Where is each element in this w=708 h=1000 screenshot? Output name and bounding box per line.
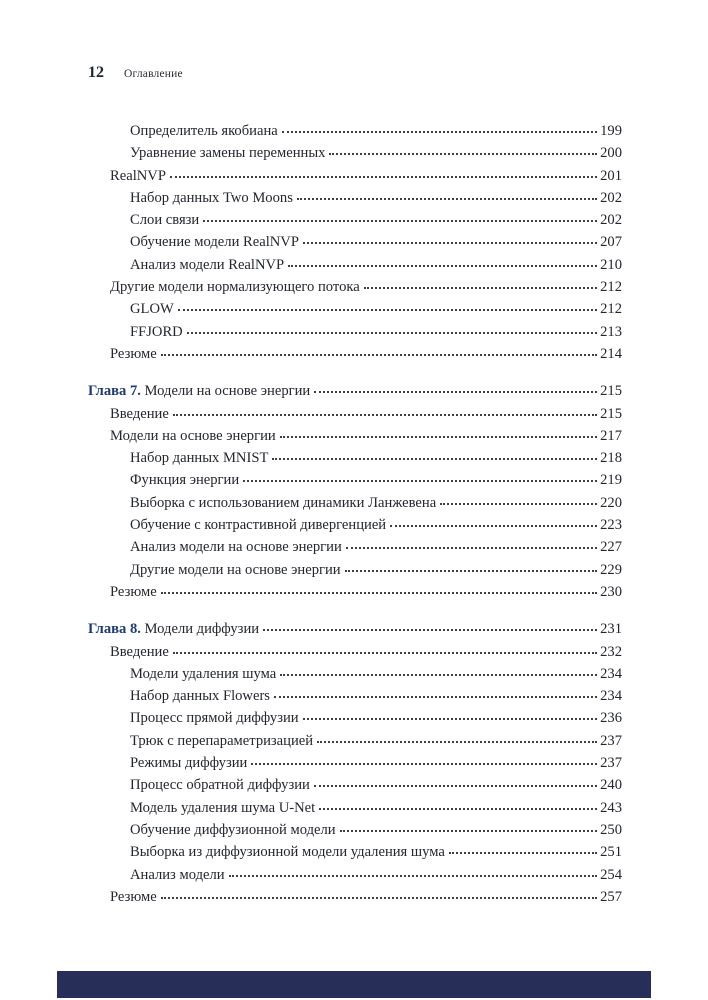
toc-entry-page-number: 254 bbox=[600, 866, 622, 883]
toc-entry bbox=[88, 321, 622, 343]
toc-entry-title: Другие модели на основе энергии bbox=[130, 561, 341, 578]
toc-entry bbox=[88, 641, 622, 663]
toc-entry-title: Обучение модели RealNVP bbox=[130, 234, 299, 251]
toc-entry-title: Введение bbox=[110, 405, 169, 422]
toc-entry bbox=[88, 447, 622, 469]
toc-entry-title: Уравнение замены переменных bbox=[130, 145, 326, 162]
toc-entry-title: Обучение диффузионной модели bbox=[130, 821, 336, 838]
toc-entry-page-number: 215 bbox=[600, 383, 622, 400]
toc-entry-page-number: 223 bbox=[600, 517, 622, 534]
toc-dot-leader bbox=[303, 242, 597, 244]
toc-entry bbox=[88, 165, 622, 187]
toc-dot-leader bbox=[203, 220, 597, 222]
toc-entry bbox=[88, 685, 622, 707]
toc-dot-leader bbox=[229, 875, 598, 877]
toc-entry-title: RealNVP bbox=[110, 167, 166, 184]
toc-entry bbox=[88, 514, 622, 536]
toc-entry-title: Функция энергии bbox=[130, 472, 240, 489]
toc-entry-page-number: 240 bbox=[600, 777, 622, 794]
toc-dot-leader bbox=[251, 763, 597, 765]
toc-entry bbox=[88, 276, 622, 298]
toc-entry-title: Резюме bbox=[110, 888, 157, 905]
toc-dot-leader bbox=[243, 480, 597, 482]
toc-entry-chapter-prefix: Глава 8. bbox=[88, 621, 145, 638]
toc-dot-leader bbox=[345, 570, 598, 572]
toc-dot-leader bbox=[346, 547, 597, 549]
toc-entry bbox=[88, 536, 622, 558]
toc-entry-page-number: 201 bbox=[600, 167, 622, 184]
toc-dot-leader bbox=[317, 741, 597, 743]
toc-dot-leader bbox=[449, 852, 597, 854]
toc-entry bbox=[88, 864, 622, 886]
toc-dot-leader bbox=[390, 525, 597, 527]
toc-entry-page-number: 237 bbox=[600, 732, 622, 749]
toc-entry bbox=[88, 142, 622, 164]
toc-entry-chapter-prefix: Глава 7. bbox=[88, 383, 145, 400]
toc-entry bbox=[88, 254, 622, 276]
toc-entry bbox=[88, 663, 622, 685]
toc-entry bbox=[88, 343, 622, 365]
toc-entry-page-number: 227 bbox=[600, 539, 622, 556]
toc-entry bbox=[88, 618, 622, 640]
toc-dot-leader bbox=[263, 629, 597, 631]
toc-entry-page-number: 212 bbox=[600, 301, 622, 318]
toc-entry-page-number: 210 bbox=[600, 256, 622, 273]
toc-entry-page-number: 234 bbox=[600, 665, 622, 682]
toc-entry bbox=[88, 819, 622, 841]
toc-dot-leader bbox=[161, 592, 597, 594]
toc-entry-title: Модели на основе энергии bbox=[110, 427, 276, 444]
toc-dot-leader bbox=[170, 176, 597, 178]
toc-entry-page-number: 207 bbox=[600, 234, 622, 251]
toc-dot-leader bbox=[319, 808, 597, 810]
toc-entry-title: Определитель якобиана bbox=[130, 123, 278, 139]
toc-entry bbox=[88, 707, 622, 729]
toc-entry bbox=[88, 752, 622, 774]
toc-entry bbox=[88, 425, 622, 447]
toc-entry-page-number: 229 bbox=[600, 561, 622, 578]
toc-entry bbox=[88, 380, 622, 402]
toc-entry-page-number: 231 bbox=[600, 621, 622, 638]
toc-entry-page-number: 236 bbox=[600, 710, 622, 727]
toc-dot-leader bbox=[329, 153, 597, 155]
toc-dot-leader bbox=[274, 696, 597, 698]
toc-dot-leader bbox=[178, 309, 597, 311]
toc-list bbox=[88, 120, 622, 908]
toc-entry-title: Модели удаления шума bbox=[130, 665, 277, 682]
toc-entry-title: Резюме bbox=[110, 345, 157, 362]
toc-entry-title: Режимы диффузии bbox=[130, 755, 248, 772]
toc-entry bbox=[88, 231, 622, 253]
toc-entry-title: Процесс прямой диффузии bbox=[130, 710, 299, 727]
toc-entry bbox=[88, 730, 622, 752]
toc-dot-leader bbox=[272, 458, 597, 460]
toc-entry bbox=[88, 187, 622, 209]
toc-entry bbox=[88, 298, 622, 320]
toc-entry-page-number: 199 bbox=[600, 123, 622, 139]
toc-entry-page-number: 212 bbox=[600, 279, 622, 296]
toc-entry-title: Слои связи bbox=[130, 212, 200, 229]
toc-entry bbox=[88, 559, 622, 581]
toc-entry-title: Выборка с использованием динамики Ланжевена bbox=[130, 494, 437, 511]
toc-dot-leader bbox=[303, 718, 598, 720]
toc-entry-title: Набор данных MNIST bbox=[130, 450, 269, 467]
toc-entry-page-number: 214 bbox=[600, 345, 622, 362]
toc-entry-title: Обучение с контрастивной дивергенцией bbox=[130, 517, 387, 534]
toc-entry-title: Модели на основе энергии bbox=[144, 383, 311, 400]
toc-dot-leader bbox=[173, 652, 597, 654]
toc-entry-page-number: 200 bbox=[600, 145, 622, 162]
toc-dot-leader bbox=[161, 354, 597, 356]
toc-entry bbox=[88, 403, 622, 425]
toc-entry bbox=[88, 774, 622, 796]
running-header-title: Оглавление bbox=[124, 68, 183, 80]
toc-entry-title: Резюме bbox=[110, 583, 157, 600]
toc-dot-leader bbox=[161, 897, 597, 899]
toc-entry-page-number: 219 bbox=[600, 472, 622, 489]
toc-entry-title: Трюк с перепараметризацией bbox=[130, 732, 314, 749]
toc-entry-page-number: 257 bbox=[600, 888, 622, 905]
toc-entry-title: Выборка из диффузионной модели удаления шума bbox=[130, 844, 445, 861]
toc-entry-page-number: 251 bbox=[600, 844, 622, 861]
footer-decorative-bar bbox=[57, 971, 651, 998]
toc-entry-title: Набор данных Two Moons bbox=[130, 189, 293, 206]
toc-dot-leader bbox=[314, 391, 597, 393]
toc-entry-page-number: 230 bbox=[600, 583, 622, 600]
toc-entry-page-number: 213 bbox=[600, 323, 622, 340]
toc-entry-title: Анализ модели bbox=[130, 866, 225, 883]
toc-entry-title: Процесс обратной диффузии bbox=[130, 777, 310, 794]
toc-entry-page-number: 202 bbox=[600, 212, 622, 229]
toc-entry bbox=[88, 886, 622, 908]
toc-entry bbox=[88, 120, 622, 142]
toc-dot-leader bbox=[288, 265, 597, 267]
toc-entry bbox=[88, 469, 622, 491]
page-header bbox=[88, 64, 183, 82]
toc-entry-title: Набор данных Flowers bbox=[130, 688, 270, 705]
toc-entry-title: Введение bbox=[110, 643, 169, 660]
toc-dot-leader bbox=[440, 503, 597, 505]
toc-entry-page-number: 237 bbox=[600, 755, 622, 772]
toc-entry-title: Модели диффузии bbox=[144, 621, 260, 638]
toc-entry-page-number: 218 bbox=[600, 450, 622, 467]
toc-dot-leader bbox=[364, 287, 597, 289]
toc-dot-leader bbox=[297, 198, 597, 200]
toc-entry-page-number: 234 bbox=[600, 688, 622, 705]
toc-dot-leader bbox=[280, 674, 597, 676]
toc-dot-leader bbox=[280, 436, 597, 438]
toc-entry-page-number: 232 bbox=[600, 643, 622, 660]
toc-entry-page-number: 250 bbox=[600, 821, 622, 838]
toc-entry bbox=[88, 841, 622, 863]
toc-entry-title: Анализ модели на основе энергии bbox=[130, 539, 342, 556]
toc-dot-leader bbox=[282, 131, 597, 133]
toc-entry bbox=[88, 492, 622, 514]
toc-dot-leader bbox=[340, 830, 597, 832]
toc-entry-title: Модель удаления шума U-Net bbox=[130, 799, 316, 816]
toc-entry bbox=[88, 209, 622, 231]
toc-entry-page-number: 243 bbox=[600, 799, 622, 816]
toc-entry-title: Другие модели нормализующего потока bbox=[110, 279, 360, 296]
toc-dot-leader bbox=[314, 785, 597, 787]
toc-entry-title: Анализ модели RealNVP bbox=[130, 256, 285, 273]
toc-dot-leader bbox=[173, 414, 597, 416]
toc-entry bbox=[88, 797, 622, 819]
toc-entry-title: FFJORD bbox=[130, 323, 183, 340]
toc-entry bbox=[88, 581, 622, 603]
toc-entry-page-number: 215 bbox=[600, 405, 622, 422]
toc-dot-leader bbox=[187, 332, 597, 334]
toc-entry-page-number: 217 bbox=[600, 427, 622, 444]
toc-entry-title: GLOW bbox=[130, 301, 174, 318]
page-number: 12 bbox=[88, 64, 104, 81]
toc-entry-page-number: 220 bbox=[600, 494, 622, 511]
toc-entry-page-number: 202 bbox=[600, 189, 622, 206]
